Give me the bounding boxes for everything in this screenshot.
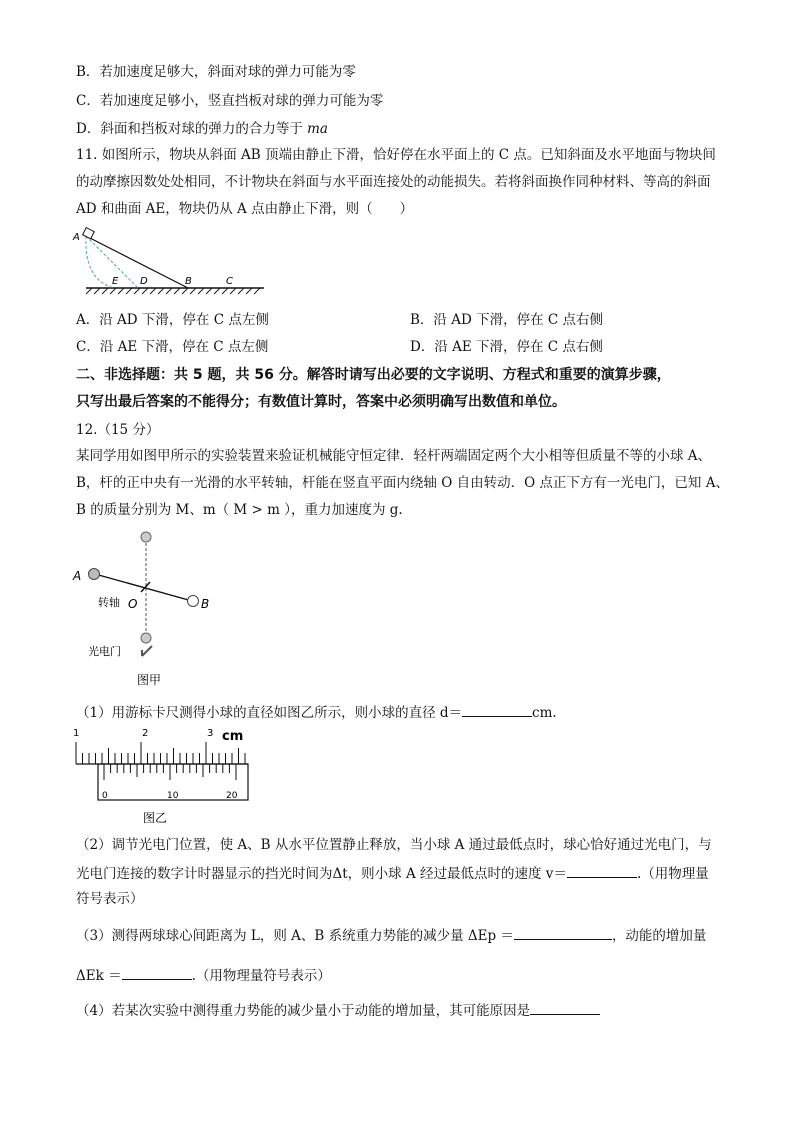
main-label-1: 1 (73, 728, 80, 739)
answer-blank-v[interactable] (567, 863, 637, 878)
q12-figure-yi (70, 726, 260, 826)
q12-sub2-line-3: 符号表示） (76, 891, 144, 907)
answer-blank-ep[interactable] (514, 925, 612, 940)
main-label-3: 3 (207, 728, 214, 739)
q12-line-3: B 的质量分别为 M、m（ M > m ），重力加速度为 g. (76, 502, 403, 518)
q12-sub3-line-1 (76, 925, 706, 945)
fig-label-o: O (128, 597, 138, 611)
q12-figure-jia (70, 528, 230, 693)
q11-line-3: AD 和曲面 AE，物块仍从 A 点由静止下滑，则（ ） (76, 201, 414, 217)
label-a: A (73, 232, 80, 243)
q11-option-d: D．沿 AE 下滑，停在 C 点右侧 (410, 339, 603, 355)
answer-blank-d[interactable] (462, 702, 532, 717)
answer-blank-ek[interactable] (122, 965, 192, 980)
fig-caption-yi: 图乙 (143, 811, 168, 825)
q10-option-c: C．若加速度足够小，竖直挡板对球的弹力可能为零 (76, 93, 384, 109)
q12-line-1: 某同学用如图甲所示的实验装置来验证机械能守恒定律．轻杆两端固定两个大小相等但质量不等的小球 A、 (76, 448, 712, 464)
q12-sub4 (76, 1000, 600, 1020)
label-d: D (140, 276, 148, 287)
label-c: C (226, 276, 233, 287)
q12-sub3-note: ，动能的增加量 (611, 928, 707, 944)
q12-sub3-line-2 (76, 965, 331, 985)
fig-label-b: B (201, 597, 210, 611)
q12-sub2-text: 光电门连接的数字计时器显示的挡光时间为Δt，则小球 A 经过最低点时的速度 v＝ (76, 866, 567, 882)
q11-incline-figure (70, 226, 270, 298)
q12-sub1 (76, 702, 557, 722)
fig-label-gate: 光电门 (88, 645, 121, 658)
q11-line-2: 的动摩擦因数处处相同，不计物块在斜面与水平面连接处的动能损失。若将斜面换作同种材料、等高的斜面 (76, 174, 711, 190)
q12-sub2-note: .（用物理量 (636, 866, 709, 882)
q12-sub1-unit: cm. (532, 705, 557, 721)
section2-line-1: 二、非选择题：共 5 题，共 56 分。解答时请写出必要的文字说明、方程式和重要的演算步骤， (76, 367, 671, 383)
label-e: E (112, 276, 119, 287)
answer-blank-reason[interactable] (530, 1000, 600, 1015)
q12-sub3-ek-note: .（用物理量符号表示） (191, 968, 331, 984)
q12-sub2-line-2 (76, 863, 709, 883)
q10-option-d (76, 120, 328, 138)
fig-label-axis: 转轴 (98, 596, 120, 609)
q11-option-b: B．沿 AD 下滑，停在 C 点右侧 (410, 312, 603, 328)
fig-label-a: A (73, 569, 82, 583)
q11-option-a: A．沿 AD 下滑，停在 C 点左侧 (76, 312, 269, 328)
section2-line-2: 只写出最后答案的不能得分；有数值计算时，答案中必须明确写出数值和单位。 (76, 394, 566, 410)
vernier-label-20: 20 (226, 791, 238, 801)
unit-cm: cm (222, 729, 244, 744)
q11-option-c: C．沿 AE 下滑，停在 C 点左侧 (76, 339, 269, 355)
q12-sub3-ek-label: ΔEk ＝ (76, 968, 122, 984)
q10-option-d-var: ma (307, 121, 328, 137)
fig-caption-jia: 图甲 (137, 673, 162, 687)
q12-header: 12.（15 分） (76, 422, 160, 438)
q12-sub3-text: （3）测得两球球心间距离为 L，则 A、B 系统重力势能的减少量 ΔEp ＝ (76, 928, 514, 944)
q12-sub1-text: （1）用游标卡尺测得小球的直径如图乙所示，则小球的直径 d＝ (76, 705, 463, 721)
label-b: B (185, 276, 192, 287)
q12-sub4-text: （4）若某次实验中测得重力势能的减少量小于动能的增加量，其可能原因是 (76, 1003, 531, 1019)
vernier-label-10: 10 (167, 791, 179, 801)
q12-line-2: B，杆的正中央有一光滑的水平转轴，杆能在竖直平面内绕轴 O 自由转动．O 点正下方有一光电门，已知 A、 (76, 475, 729, 491)
main-label-2: 2 (142, 728, 149, 739)
q10-option-b: B．若加速度足够大，斜面对球的弹力可能为零 (76, 64, 356, 80)
q10-option-d-text: D．斜面和挡板对球的弹力的合力等于 (76, 121, 303, 137)
vernier-label-0: 0 (102, 791, 108, 801)
q12-sub2-line-1: （2）调节光电门位置，使 A、B 从水平位置静止释放，当小球 A 通过最低点时，球心恰好通过光电门，与 (76, 837, 712, 853)
q11-line-1: 11. 如图所示，物块从斜面 AB 顶端由静止下滑，恰好停在水平面上的 C 点。已知斜面及水平地面与物块间 (76, 147, 716, 163)
